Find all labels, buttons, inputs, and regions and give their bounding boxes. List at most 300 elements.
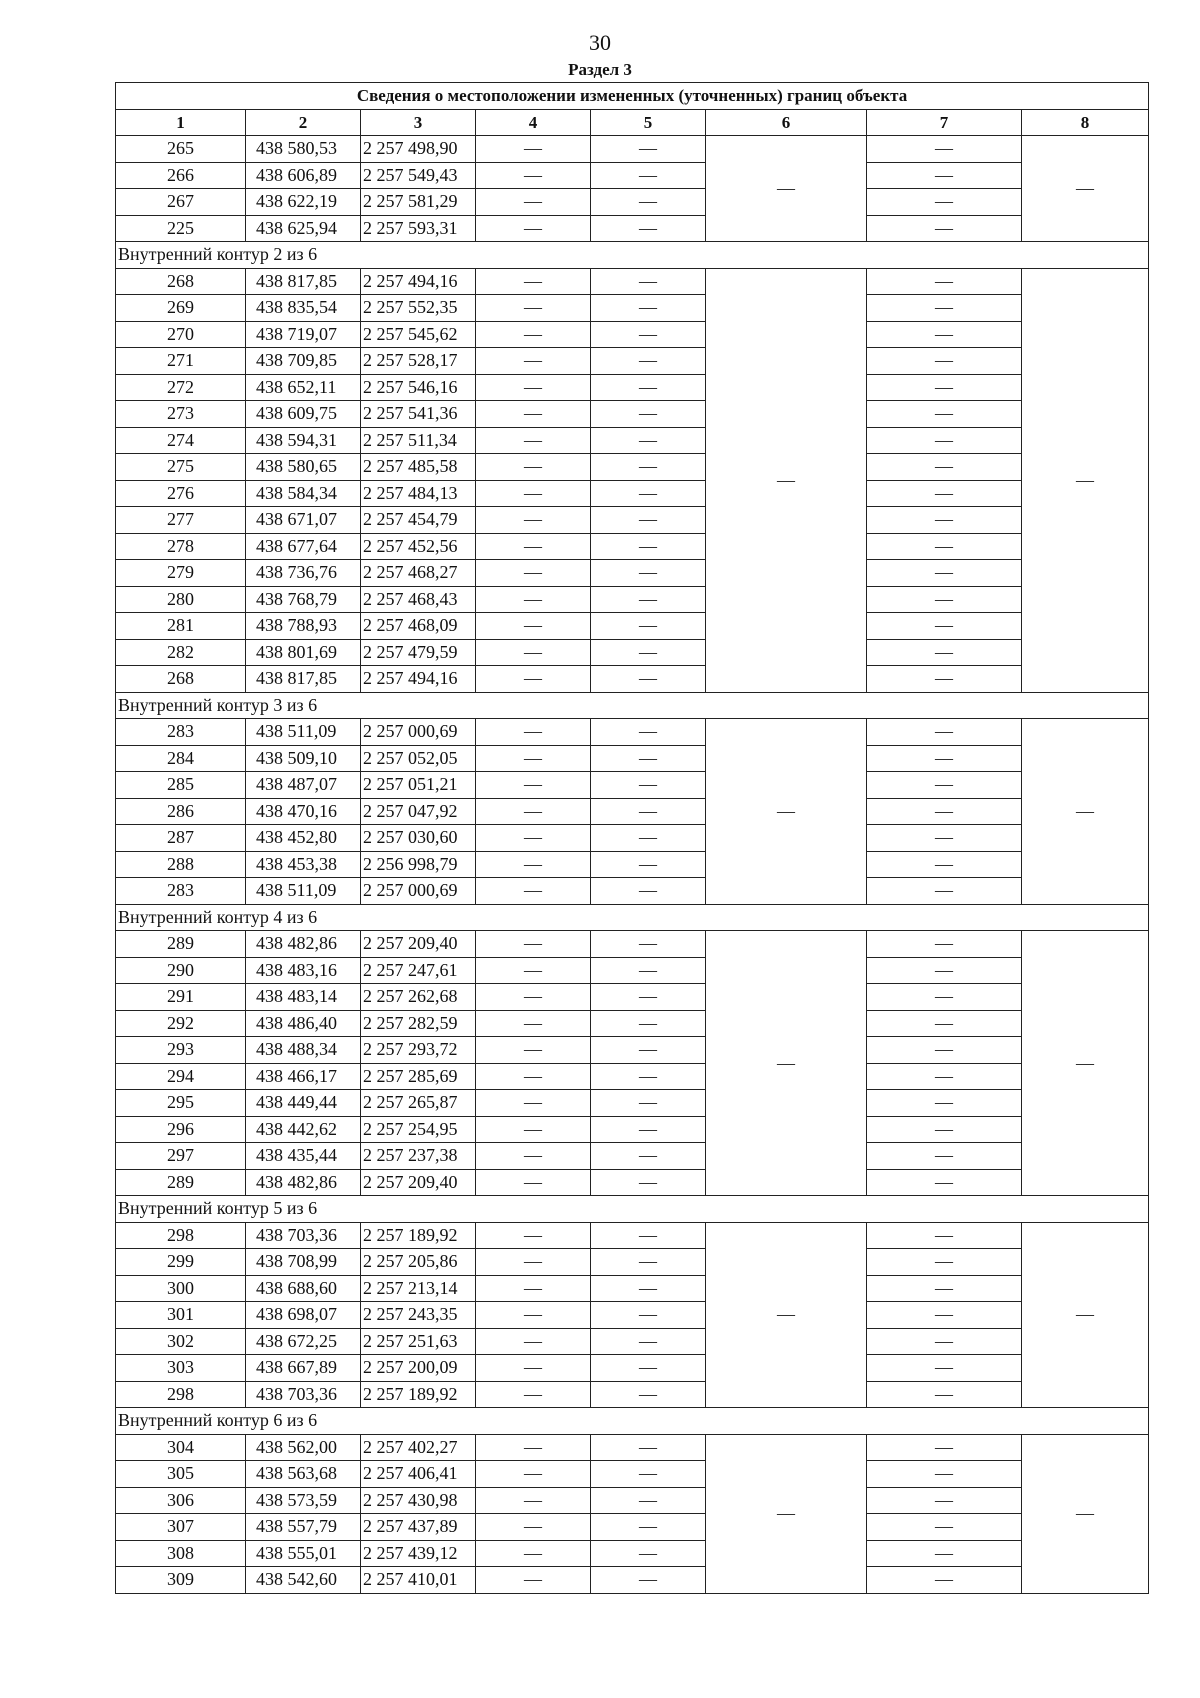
coordinate-y: 2 257 479,59: [361, 639, 476, 666]
table-row: [116, 1302, 1149, 1329]
point-number: 274: [116, 427, 246, 454]
table-row: [116, 586, 1149, 613]
coordinate-x: 438 511,09: [246, 719, 361, 746]
table-row: [116, 1010, 1149, 1037]
coordinate-y: 2 257 209,40: [361, 1169, 476, 1196]
table-row: [116, 851, 1149, 878]
coordinate-x: 438 563,68: [246, 1461, 361, 1488]
column-header: 2: [246, 109, 361, 136]
coordinate-x: 438 625,94: [246, 215, 361, 242]
table-row: [116, 295, 1149, 322]
column-header: 8: [1022, 109, 1149, 136]
col5-dash: —: [591, 1116, 706, 1143]
col4-dash: —: [476, 136, 591, 163]
point-number: 298: [116, 1381, 246, 1408]
col7-dash: —: [867, 878, 1022, 905]
coordinate-y: 2 257 549,43: [361, 162, 476, 189]
col5-dash: —: [591, 878, 706, 905]
col7-dash: —: [867, 374, 1022, 401]
col4-dash: —: [476, 454, 591, 481]
point-number: 276: [116, 480, 246, 507]
point-number: 290: [116, 957, 246, 984]
col7-dash: —: [867, 1249, 1022, 1276]
col5-dash: —: [591, 1514, 706, 1541]
col7-dash: —: [867, 851, 1022, 878]
col7-dash: —: [867, 189, 1022, 216]
table-row: [116, 984, 1149, 1011]
coordinate-y: 2 257 293,72: [361, 1037, 476, 1064]
coordinate-y: 2 257 402,27: [361, 1434, 476, 1461]
table-body: [116, 136, 1149, 1594]
column-header-row: [116, 109, 1149, 136]
table-row: [116, 745, 1149, 772]
col5-dash: —: [591, 507, 706, 534]
col7-dash: —: [867, 1434, 1022, 1461]
table-title: Сведения о местоположении измененных (уточненных) границ объекта: [116, 83, 1149, 110]
point-number: 269: [116, 295, 246, 322]
col4-dash: —: [476, 957, 591, 984]
coordinate-y: 2 257 251,63: [361, 1328, 476, 1355]
coordinate-y: 2 257 052,05: [361, 745, 476, 772]
col7-dash: —: [867, 931, 1022, 958]
col5-dash: —: [591, 825, 706, 852]
col7-dash: —: [867, 984, 1022, 1011]
col4-dash: —: [476, 1381, 591, 1408]
coordinate-y: 2 257 546,16: [361, 374, 476, 401]
col7-dash: —: [867, 454, 1022, 481]
col5-dash: —: [591, 560, 706, 587]
point-number: 300: [116, 1275, 246, 1302]
point-number: 268: [116, 268, 246, 295]
coordinate-y: 2 257 581,29: [361, 189, 476, 216]
point-number: 304: [116, 1434, 246, 1461]
col7-dash: —: [867, 1514, 1022, 1541]
col4-dash: —: [476, 427, 591, 454]
col4-dash: —: [476, 480, 591, 507]
col5-dash: —: [591, 851, 706, 878]
col4-dash: —: [476, 162, 591, 189]
coordinate-x: 438 594,31: [246, 427, 361, 454]
col5-dash: —: [591, 1434, 706, 1461]
table-row: [116, 1567, 1149, 1594]
coordinate-y: 2 257 254,95: [361, 1116, 476, 1143]
table-row: [116, 1434, 1149, 1461]
point-number: 265: [116, 136, 246, 163]
col4-dash: —: [476, 1249, 591, 1276]
col8-merged-dash: —: [1022, 719, 1149, 905]
col5-dash: —: [591, 1222, 706, 1249]
table-row: [116, 719, 1149, 746]
coordinate-y: 2 257 485,58: [361, 454, 476, 481]
column-header: 4: [476, 109, 591, 136]
table-row: [116, 162, 1149, 189]
coordinate-x: 438 542,60: [246, 1567, 361, 1594]
coordinate-y: 2 257 498,90: [361, 136, 476, 163]
coordinate-y: 2 257 454,79: [361, 507, 476, 534]
table-row: [116, 1063, 1149, 1090]
contour-label: Внутренний контур 5 из 6: [116, 1196, 1149, 1223]
coordinate-x: 438 736,76: [246, 560, 361, 587]
table-row: [116, 957, 1149, 984]
table-row: [116, 798, 1149, 825]
contour-label-row: [116, 692, 1149, 719]
col4-dash: —: [476, 1540, 591, 1567]
coordinate-y: 2 257 237,38: [361, 1143, 476, 1170]
coordinate-y: 2 257 552,35: [361, 295, 476, 322]
col5-dash: —: [591, 215, 706, 242]
coordinate-y: 2 257 484,13: [361, 480, 476, 507]
col5-dash: —: [591, 401, 706, 428]
col4-dash: —: [476, 1328, 591, 1355]
coordinate-x: 438 817,85: [246, 666, 361, 693]
col7-dash: —: [867, 1487, 1022, 1514]
point-number: 271: [116, 348, 246, 375]
col7-dash: —: [867, 507, 1022, 534]
col4-dash: —: [476, 639, 591, 666]
coordinate-x: 438 486,40: [246, 1010, 361, 1037]
coordinate-y: 2 257 243,35: [361, 1302, 476, 1329]
table-row: [116, 480, 1149, 507]
point-number: 307: [116, 1514, 246, 1541]
coordinate-x: 438 511,09: [246, 878, 361, 905]
coordinate-x: 438 698,07: [246, 1302, 361, 1329]
col4-dash: —: [476, 321, 591, 348]
col5-dash: —: [591, 772, 706, 799]
coordinate-x: 438 466,17: [246, 1063, 361, 1090]
table-row: [116, 1514, 1149, 1541]
col5-dash: —: [591, 1143, 706, 1170]
coordinate-x: 438 709,85: [246, 348, 361, 375]
point-number: 270: [116, 321, 246, 348]
coordinate-x: 438 606,89: [246, 162, 361, 189]
coordinate-y: 2 257 430,98: [361, 1487, 476, 1514]
point-number: 295: [116, 1090, 246, 1117]
coordinate-y: 2 257 545,62: [361, 321, 476, 348]
coordinate-y: 2 257 000,69: [361, 878, 476, 905]
col5-dash: —: [591, 321, 706, 348]
col5-dash: —: [591, 1461, 706, 1488]
col5-dash: —: [591, 1275, 706, 1302]
col4-dash: —: [476, 666, 591, 693]
col7-dash: —: [867, 719, 1022, 746]
col7-dash: —: [867, 215, 1022, 242]
col7-dash: —: [867, 348, 1022, 375]
col7-dash: —: [867, 1461, 1022, 1488]
coordinate-y: 2 257 541,36: [361, 401, 476, 428]
col5-dash: —: [591, 1249, 706, 1276]
coordinate-x: 438 688,60: [246, 1275, 361, 1302]
point-number: 302: [116, 1328, 246, 1355]
table-row: [116, 1275, 1149, 1302]
coordinate-x: 438 449,44: [246, 1090, 361, 1117]
table-row: [116, 825, 1149, 852]
coordinate-y: 2 257 189,92: [361, 1222, 476, 1249]
col4-dash: —: [476, 586, 591, 613]
col7-dash: —: [867, 1010, 1022, 1037]
coordinate-y: 2 257 437,89: [361, 1514, 476, 1541]
point-number: 277: [116, 507, 246, 534]
col5-dash: —: [591, 613, 706, 640]
table-row: [116, 136, 1149, 163]
col5-dash: —: [591, 1302, 706, 1329]
point-number: 297: [116, 1143, 246, 1170]
table-row: [116, 1540, 1149, 1567]
col5-dash: —: [591, 1063, 706, 1090]
coordinate-x: 438 652,11: [246, 374, 361, 401]
point-number: 309: [116, 1567, 246, 1594]
table-row: [116, 427, 1149, 454]
coordinate-y: 2 257 213,14: [361, 1275, 476, 1302]
point-number: 279: [116, 560, 246, 587]
col7-dash: —: [867, 1169, 1022, 1196]
contour-label: Внутренний контур 2 из 6: [116, 242, 1149, 269]
coordinate-y: 2 257 189,92: [361, 1381, 476, 1408]
col4-dash: —: [476, 1275, 591, 1302]
coordinate-x: 438 622,19: [246, 189, 361, 216]
col5-dash: —: [591, 295, 706, 322]
coordinate-x: 438 509,10: [246, 745, 361, 772]
col4-dash: —: [476, 1143, 591, 1170]
point-number: 282: [116, 639, 246, 666]
col5-dash: —: [591, 480, 706, 507]
coordinate-y: 2 257 468,09: [361, 613, 476, 640]
coordinate-x: 438 557,79: [246, 1514, 361, 1541]
col4-dash: —: [476, 984, 591, 1011]
coordinate-x: 438 483,16: [246, 957, 361, 984]
point-number: 280: [116, 586, 246, 613]
point-number: 298: [116, 1222, 246, 1249]
table-row: [116, 666, 1149, 693]
col5-dash: —: [591, 1169, 706, 1196]
col6-merged-dash: —: [706, 719, 867, 905]
col4-dash: —: [476, 189, 591, 216]
table-row: [116, 1249, 1149, 1276]
contour-label-row: [116, 242, 1149, 269]
point-number: 266: [116, 162, 246, 189]
col5-dash: —: [591, 1090, 706, 1117]
col7-dash: —: [867, 1116, 1022, 1143]
col5-dash: —: [591, 1355, 706, 1382]
col6-merged-dash: —: [706, 1434, 867, 1593]
col8-merged-dash: —: [1022, 268, 1149, 692]
table-row: [116, 507, 1149, 534]
table-row: [116, 1328, 1149, 1355]
col8-merged-dash: —: [1022, 1434, 1149, 1593]
coordinate-y: 2 257 494,16: [361, 268, 476, 295]
section-title: Раздел 3: [568, 60, 632, 79]
table-row: [116, 1381, 1149, 1408]
col7-dash: —: [867, 1222, 1022, 1249]
col4-dash: —: [476, 1222, 591, 1249]
table-row: [116, 931, 1149, 958]
coordinate-x: 438 442,62: [246, 1116, 361, 1143]
col4-dash: —: [476, 1037, 591, 1064]
col5-dash: —: [591, 586, 706, 613]
table-row: [116, 454, 1149, 481]
col4-dash: —: [476, 295, 591, 322]
coordinate-y: 2 257 209,40: [361, 931, 476, 958]
col4-dash: —: [476, 719, 591, 746]
coordinate-y: 2 257 452,56: [361, 533, 476, 560]
coordinate-y: 2 257 000,69: [361, 719, 476, 746]
point-number: 293: [116, 1037, 246, 1064]
coordinate-x: 438 580,65: [246, 454, 361, 481]
coordinate-y: 2 257 468,27: [361, 560, 476, 587]
contour-label: Внутренний контур 4 из 6: [116, 904, 1149, 931]
col4-dash: —: [476, 798, 591, 825]
point-number: 289: [116, 1169, 246, 1196]
coordinate-y: 2 257 262,68: [361, 984, 476, 1011]
coordinate-x: 438 801,69: [246, 639, 361, 666]
col7-dash: —: [867, 1275, 1022, 1302]
table-row: [116, 1461, 1149, 1488]
col4-dash: —: [476, 1063, 591, 1090]
point-number: 299: [116, 1249, 246, 1276]
coordinate-x: 438 671,07: [246, 507, 361, 534]
col4-dash: —: [476, 772, 591, 799]
coordinate-x: 438 788,93: [246, 613, 361, 640]
col4-dash: —: [476, 931, 591, 958]
coordinate-y: 2 257 030,60: [361, 825, 476, 852]
table-row: [116, 1355, 1149, 1382]
point-number: 301: [116, 1302, 246, 1329]
col4-dash: —: [476, 1090, 591, 1117]
col4-dash: —: [476, 401, 591, 428]
table-row: [116, 268, 1149, 295]
col5-dash: —: [591, 136, 706, 163]
col7-dash: —: [867, 480, 1022, 507]
col7-dash: —: [867, 533, 1022, 560]
coordinate-x: 438 677,64: [246, 533, 361, 560]
col5-dash: —: [591, 1487, 706, 1514]
coordinate-y: 2 256 998,79: [361, 851, 476, 878]
coordinate-y: 2 257 247,61: [361, 957, 476, 984]
contour-label: Внутренний контур 3 из 6: [116, 692, 1149, 719]
column-header: 3: [361, 109, 476, 136]
col7-dash: —: [867, 772, 1022, 799]
coordinate-x: 438 580,53: [246, 136, 361, 163]
col4-dash: —: [476, 1169, 591, 1196]
col5-dash: —: [591, 348, 706, 375]
col6-merged-dash: —: [706, 931, 867, 1196]
col5-dash: —: [591, 719, 706, 746]
point-number: 225: [116, 215, 246, 242]
col7-dash: —: [867, 321, 1022, 348]
col7-dash: —: [867, 295, 1022, 322]
contour-label-row: [116, 1408, 1149, 1435]
col7-dash: —: [867, 427, 1022, 454]
contour-label-row: [116, 1196, 1149, 1223]
point-number: 289: [116, 931, 246, 958]
table-row: [116, 1222, 1149, 1249]
col7-dash: —: [867, 401, 1022, 428]
coordinate-y: 2 257 051,21: [361, 772, 476, 799]
point-number: 294: [116, 1063, 246, 1090]
col4-dash: —: [476, 1355, 591, 1382]
table-row: [116, 401, 1149, 428]
col4-dash: —: [476, 851, 591, 878]
table-row: [116, 189, 1149, 216]
point-number: 303: [116, 1355, 246, 1382]
col4-dash: —: [476, 825, 591, 852]
coordinate-y: 2 257 593,31: [361, 215, 476, 242]
col5-dash: —: [591, 1037, 706, 1064]
table-row: [116, 613, 1149, 640]
col4-dash: —: [476, 1487, 591, 1514]
col7-dash: —: [867, 560, 1022, 587]
col7-dash: —: [867, 268, 1022, 295]
table-row: [116, 1037, 1149, 1064]
coordinate-x: 438 453,38: [246, 851, 361, 878]
coordinate-x: 438 483,14: [246, 984, 361, 1011]
coordinate-x: 438 703,36: [246, 1222, 361, 1249]
col5-dash: —: [591, 1540, 706, 1567]
col4-dash: —: [476, 1434, 591, 1461]
col6-merged-dash: —: [706, 136, 867, 242]
col5-dash: —: [591, 268, 706, 295]
coordinate-x: 438 768,79: [246, 586, 361, 613]
coordinate-y: 2 257 406,41: [361, 1461, 476, 1488]
col7-dash: —: [867, 162, 1022, 189]
coordinate-y: 2 257 511,34: [361, 427, 476, 454]
col5-dash: —: [591, 798, 706, 825]
col4-dash: —: [476, 1010, 591, 1037]
coordinate-y: 2 257 200,09: [361, 1355, 476, 1382]
coordinate-x: 438 555,01: [246, 1540, 361, 1567]
coordinate-x: 438 703,36: [246, 1381, 361, 1408]
coordinate-y: 2 257 468,43: [361, 586, 476, 613]
col4-dash: —: [476, 348, 591, 375]
col7-dash: —: [867, 1540, 1022, 1567]
coordinate-x: 438 470,16: [246, 798, 361, 825]
col5-dash: —: [591, 454, 706, 481]
col7-dash: —: [867, 957, 1022, 984]
col7-dash: —: [867, 1090, 1022, 1117]
point-number: 283: [116, 878, 246, 905]
coordinate-y: 2 257 047,92: [361, 798, 476, 825]
col4-dash: —: [476, 613, 591, 640]
col7-dash: —: [867, 1355, 1022, 1382]
col5-dash: —: [591, 745, 706, 772]
col5-dash: —: [591, 189, 706, 216]
table-row: [116, 348, 1149, 375]
col7-dash: —: [867, 1143, 1022, 1170]
table-row: [116, 639, 1149, 666]
column-header: 6: [706, 109, 867, 136]
col5-dash: —: [591, 666, 706, 693]
table-row: [116, 321, 1149, 348]
point-number: 292: [116, 1010, 246, 1037]
col5-dash: —: [591, 1328, 706, 1355]
col7-dash: —: [867, 1302, 1022, 1329]
col4-dash: —: [476, 533, 591, 560]
coordinate-y: 2 257 410,01: [361, 1567, 476, 1594]
col7-dash: —: [867, 1381, 1022, 1408]
col7-dash: —: [867, 666, 1022, 693]
column-header: 7: [867, 109, 1022, 136]
col5-dash: —: [591, 931, 706, 958]
coordinate-x: 438 452,80: [246, 825, 361, 852]
coordinate-y: 2 257 439,12: [361, 1540, 476, 1567]
col4-dash: —: [476, 1302, 591, 1329]
point-number: 287: [116, 825, 246, 852]
col5-dash: —: [591, 957, 706, 984]
point-number: 278: [116, 533, 246, 560]
coordinate-y: 2 257 528,17: [361, 348, 476, 375]
col5-dash: —: [591, 1567, 706, 1594]
coordinate-x: 438 482,86: [246, 1169, 361, 1196]
col4-dash: —: [476, 507, 591, 534]
